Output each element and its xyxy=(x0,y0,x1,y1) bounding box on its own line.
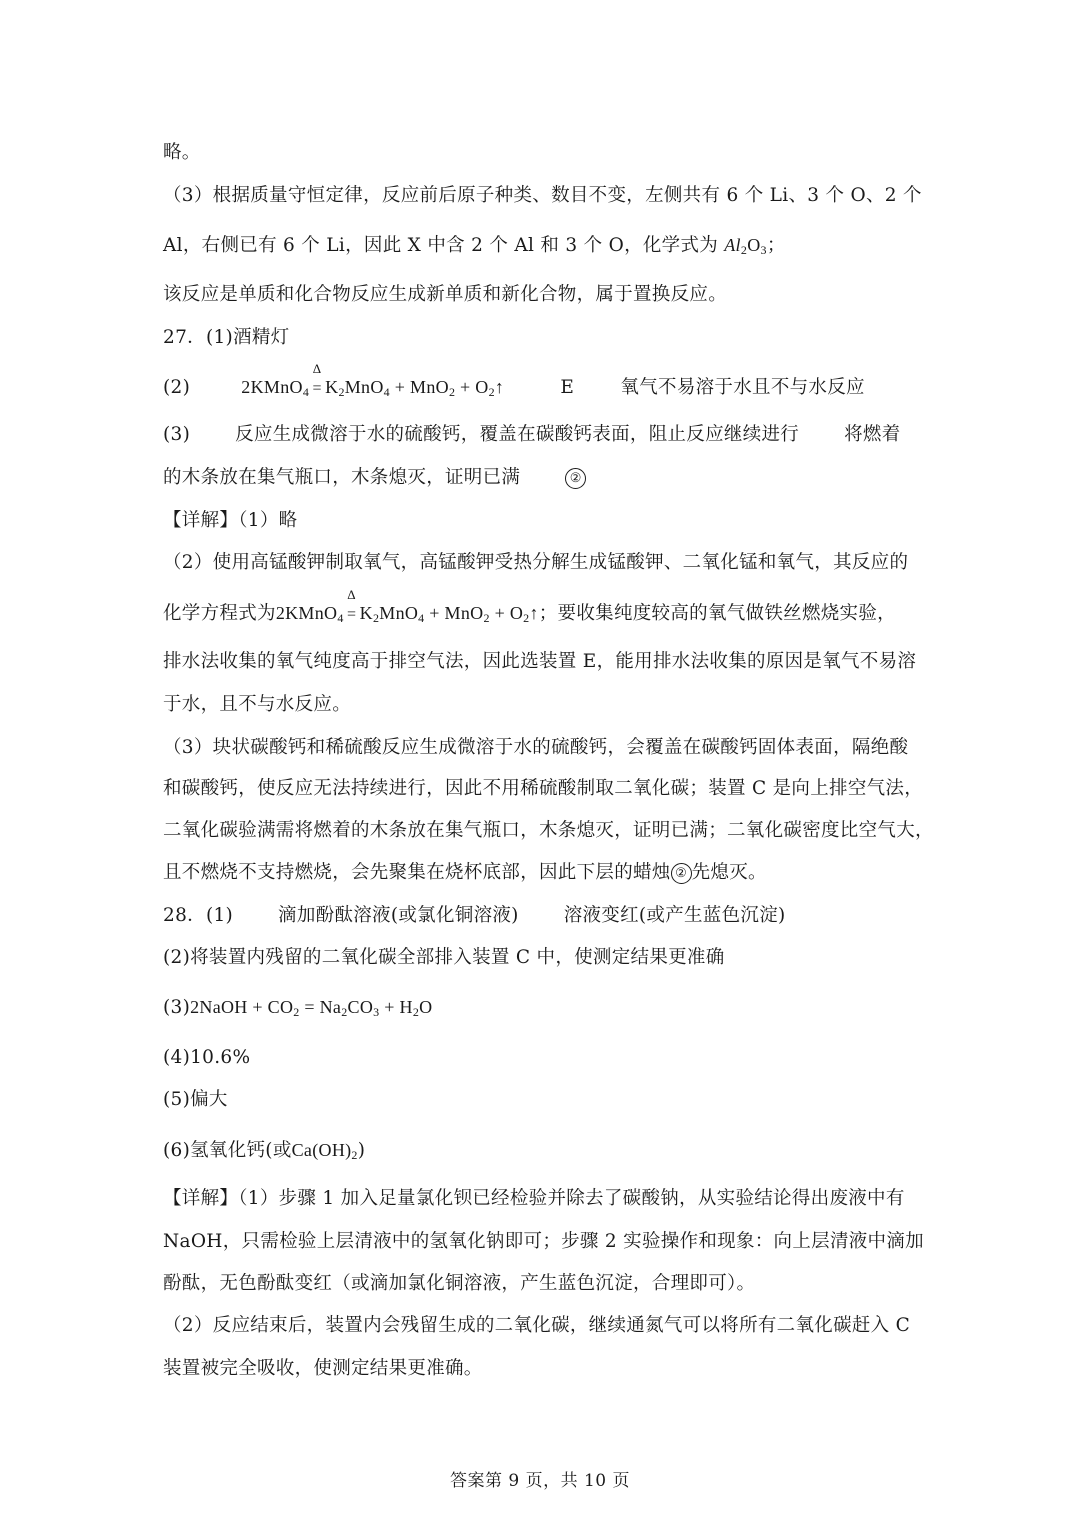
text-line: 略。 xyxy=(163,142,201,163)
text-line: 排水法收集的氧气纯度高于排空气法，因此选装置 E，能用排水法收集的原因是氧气不易溶 xyxy=(163,651,917,672)
q27-part3: (3) 反应生成微溶于水的硫酸钙，覆盖在碳酸钙表面，阻止反应继续进行 将燃着 xyxy=(163,424,901,445)
question-27-heading: 27．(1)酒精灯 xyxy=(163,327,290,348)
text-line: 且不燃烧不支持燃烧，会先聚集在烧杯底部，因此下层的蜡烛 ② 先熄灭。 xyxy=(163,862,767,883)
explanation-heading: 【详解】（1）步骤 1 加入足量氯化钡已经检验并除去了碳酸钠，从实验结论得出废液中有 xyxy=(163,1188,905,1209)
text-line: NaOH，只需检验上层清液中的氢氧化钠即可；步骤 2 实验操作和现象：向上层清液中滴加 xyxy=(163,1231,924,1252)
text-line: （3）块状碳酸钙和稀硫酸反应生成微溶于水的硫酸钙，会覆盖在碳酸钙固体表面，隔绝酸 xyxy=(163,737,909,758)
text-line: 化学方程式为2KMnO$_4$ Δ = $K_2MnO_4 + MnO_2$ + $O_2↑$；要收集纯度较高的氧气做铁丝燃烧实验， xyxy=(163,600,930,628)
text-line: （3）根据质量守恒定律，反应前后原子种类、数目不变，左侧共有 6 个 Li、3 个 O、2 个 xyxy=(163,185,922,206)
formula-al2o3: $Al_2O_3$ xyxy=(724,235,767,257)
text-line: 该反应是单质和化合物反应生成新单质和新化合物，属于置换反应。 xyxy=(163,284,728,305)
equation-kmno4-decomposition: 2KMnO$_4$ Δ = $K_2MnO_4 + MnO_2$ + $O_2↑$ xyxy=(241,377,504,397)
text-line: （2）使用高锰酸钾制取氧气，高锰酸钾受热分解生成锰酸钾、二氧化锰和氧气，其反应的 xyxy=(163,552,909,573)
heat-sign: Δ = xyxy=(312,361,322,397)
text-line: (4)10.6% xyxy=(163,1047,251,1068)
text-line: 和碳酸钙，使反应无法持续进行，因此不用稀硫酸制取二氧化碳；装置 C 是向上排空气法， xyxy=(163,778,924,799)
question-28-heading: 28．(1) 滴加酚酞溶液(或氯化铜溶液) 溶液变红(或产生蓝色沉淀) xyxy=(163,905,786,926)
formula-caoh2: $Ca(OH)_2$ xyxy=(291,1140,358,1162)
text-line: (6)氢氧化钙(或$Ca(OH)_2$) xyxy=(163,1140,366,1162)
text-line: Al，右侧已有 6 个 Li，因此 X 中含 2 个 Al 和 3 个 O，化学式为 $Al_2O_3$； xyxy=(163,235,786,257)
heat-sign: Δ = xyxy=(346,587,357,623)
text-line: 于水，且不与水反应。 xyxy=(163,694,352,715)
text-line: 的木条放在集气瓶口，木条熄灭，证明已满 ② xyxy=(163,465,930,491)
text-line: 酚酞，无色酚酞变红（或滴加氯化铜溶液，产生蓝色沉淀，合理即可）。 xyxy=(163,1273,756,1294)
text-line: 装置被完全吸收，使测定结果更准确。 xyxy=(163,1358,483,1379)
q28-part3: (3)2NaOH + $CO_2 = Na_2CO_3 + H_2O$ xyxy=(163,997,433,1019)
page-footer: 答案第 9 页，共 10 页 xyxy=(449,1471,631,1491)
circled-number: ② xyxy=(671,863,692,884)
text-line: （2）反应结束后，装置内会残留生成的二氧化碳，继续通氮气可以将所有二氧化碳赶入 C xyxy=(163,1315,911,1336)
text-line: (5)偏大 xyxy=(163,1089,228,1110)
explanation-heading: 【详解】（1）略 xyxy=(163,510,298,531)
circled-number: ② xyxy=(565,468,586,489)
text-line: (2)将装置内残留的二氧化碳全部排入装置 C 中，使测定结果更准确 xyxy=(163,947,725,968)
text-line: 二氧化碳验满需将燃着的木条放在集气瓶口，木条熄灭，证明已满；二氧化碳密度比空气大， xyxy=(163,820,934,841)
equation-kmno4-decomposition: 2KMnO$_4$ Δ = $K_2MnO_4 + MnO_2$ + $O_2↑$ xyxy=(276,603,539,623)
q27-part2: (2) 2KMnO$_4$ Δ = $K_2MnO_4 + MnO_2$ + $O_2↑$ E 氧气不易溶于水且不与水反应 xyxy=(163,374,930,402)
equation-naoh-co2: 2NaOH + $CO_2 = Na_2CO_3 + H_2O$ xyxy=(190,997,433,1019)
